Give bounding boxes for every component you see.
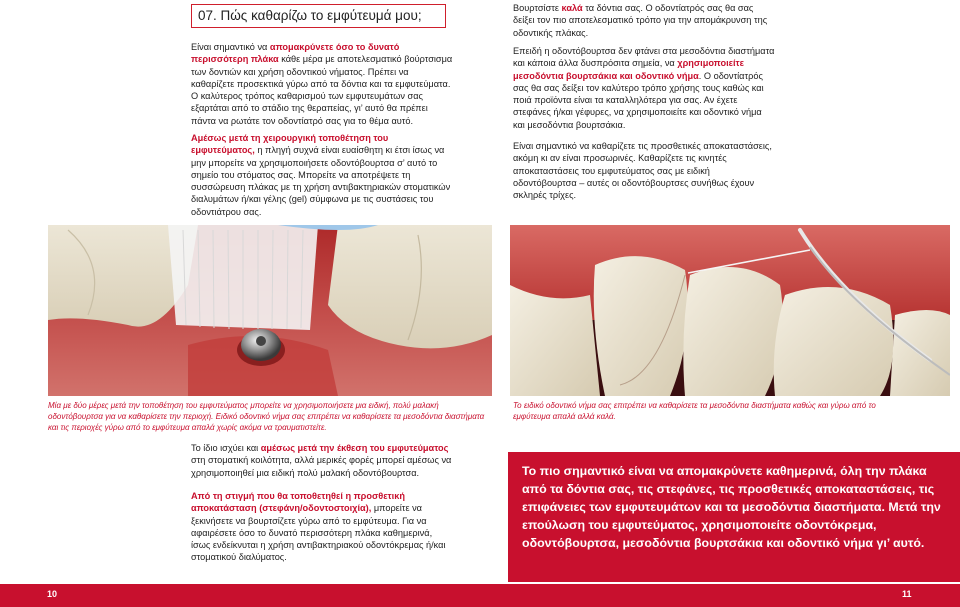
restoration-paragraph (191, 490, 453, 564)
page-number-left: 10 (47, 589, 58, 599)
interdental-text-2: . Ο οδοντίατρός σας θα σας δείξει τον καλύτερο τρόπο χρήσης τους καθώς και ποιά προϊόντα είναι τα καταλληλότερα για σας. Αν έχετε στεφάνες ή/και γέφυρες, να χρησιμοποιείτε και οδοντικό νήμα και μεσοδόντια βουρτσάκια. (513, 70, 764, 130)
after-surgery-paragraph (191, 132, 453, 218)
after-surgery-text: η πληγή συχνά είναι ευαίσθητη κι έτσι ίσως να μην μπορείτε να χρησιμοποιήσετε οδοντόβουρτσα σ’ αυτό το σημείο του στόματος σας. Μπορείτε να αποτρέψετε τη συσσώρευση πλάκας με τη χρήση αντιβακτηριακών στοματικών διαλυμάτων ή/και γέλης (gel) σύμφωνα με τις συστάσεις του οδοντιάτρου σας. (191, 145, 451, 217)
intro-text-1: Είναι σημαντικό να (191, 42, 270, 52)
after-surgery-emphasis: Αμέσως μετά τη χειρουργική τοποθέτηση του εμφυτεύματος, (191, 133, 389, 156)
exposure-text-1: Το ίδιο ισχύει και (191, 443, 261, 453)
intro-paragraph (191, 41, 453, 127)
exposure-emphasis: αμέσως μετά την έκθεση του εμφυτεύματος (260, 443, 449, 453)
floss-cleaning-image (510, 225, 950, 396)
page-footer-bar (0, 584, 960, 607)
interdental-paragraph (513, 45, 775, 131)
restoration-emphasis: Από τη στιγμή που θα τοποθετηθεί η προσθετική αποκατάσταση (στεφάνη/οδοντοστοιχία), (191, 491, 405, 514)
left-photo-caption: Μία με δύο μέρες μετά την τοποθέτηση του εμφυτεύματος μπορείτε να χρησιμοποιήσετε μια ειδική, πολύ μαλακή οδοντόβουρτσα για να καθαρίσετε την περιοχή. Ειδικό οδοντικό νήμα σας επιτρέπει να καθαρίσετε τα μεσοδόντια διαστήματα και τις περιοχές γύρω από το εμφύτευμα απαλά χωρίς ακόμα να τραυματιστείτε. (48, 401, 485, 432)
intro-emphasis: απομακρύνετε όσο το δυνατό περισσότερη πλάκα (191, 42, 400, 65)
page-number-right: 11 (902, 589, 912, 599)
right-photo-caption: Το ειδικό οδοντικό νήμα σας επιτρέπει να καθαρίσετε τα μεσοδόντια διαστήματα καθώς και γύρω από το εμφύτευμα απαλά αλλά καλά. (513, 401, 876, 421)
toothbrush-photo (48, 225, 492, 396)
restoration-text: μπορείτε να ξεκινήσετε να βουρτσίζετε γύρω από το εμφύτευμα. Για να αφαιρέσετε όσο το δυνατό περισσότερη πλάκα καθημερινά, ίσως ενδείκνυται η χρήση αντιβακτηριακού οδοντόκρεμας ή/και στοματικού διαλύματος. (191, 503, 446, 563)
toothbrush-cleaning-image (48, 225, 492, 396)
key-message-box: Το πιο σημαντικό είναι να απομακρύνετε καθημερινά, όλη την πλάκα από τα δόντια σας, τις στεφάνες, τις προσθετικές αποκαταστάσεις, τις επιφάνειες των εμφυτευμάτων και τα μεσοδόντια διαστήματα. Μετά την επούλωση του εμφυτεύματος, χρησιμοποιείτε οδοντόκρεμα, οδοντόβουρτσα, μεσοδόντια βουρτσάκια και οδοντικό νήμα γι’ αυτό. (508, 452, 960, 582)
brush-text-1: Βουρτσίστε (513, 3, 562, 13)
brush-paragraph (513, 2, 775, 39)
interdental-emphasis: χρησιμοποιείτε μεσοδόντια βουρτσάκια και οδοντικό νήμα (513, 58, 744, 81)
brush-emphasis: καλά (561, 3, 583, 13)
intro-text-2: κάθε μέρα με αποτελεσματικό βούρτσισμα των δοντιών και χρήση οδοντικού νήματος. Πρέπει να καθαρίζετε προσεκτικά γύρω από τα δόντια και τα εμφυτεύματα. Ο καλύτερος τρόπος καθαρισμού των εμφυτευμάτων σας εξαρτάται από το στάδιο της θεραπείας, γι’ αυτό θα πρέπει πάντα να ρωτάτε τον οδοντίατρό σας για το θέμα αυτό. (191, 54, 453, 126)
interdental-text-1: Επειδή η οδοντόβουρτσα δεν φτάνει στα μεσοδόντια διαστήματα και κάποια άλλα δυσπρόσιτα σημεία, να (513, 46, 775, 69)
prosthetics-paragraph: Είναι σημαντικό να καθαρίζετε τις προσθετικές αποκαταστάσεις, ακόμη κι αν είναι προσωρινές. Καθαρίζετε τις κινητές αποκαταστάσεις του εμφυτεύματος σας με ειδική οδοντόβουρτσα – αυτές οι οδοντόβουρτσες συνήθως έχουν σκληρές τρίχες. (513, 141, 772, 201)
section-heading: 07. Πώς καθαρίζω το εμφύτευμά μου; (191, 4, 446, 28)
brush-text-2: τα δόντια σας. Ο οδοντίατρός σας θα σας δείξει τον πιο αποτελεσματικό τρόπο για την απομάκρυνση της οδοντικής πλάκας. (513, 3, 768, 38)
exposure-text-2: στη στοματική κοιλότητα, αλλά μερικές φορές μπορεί αμέσως να χρησιμοποιηθεί μια ειδική πολύ μαλακή οδοντόβουρτσα. (191, 455, 452, 478)
exposure-paragraph (191, 442, 453, 479)
floss-photo (510, 225, 950, 396)
